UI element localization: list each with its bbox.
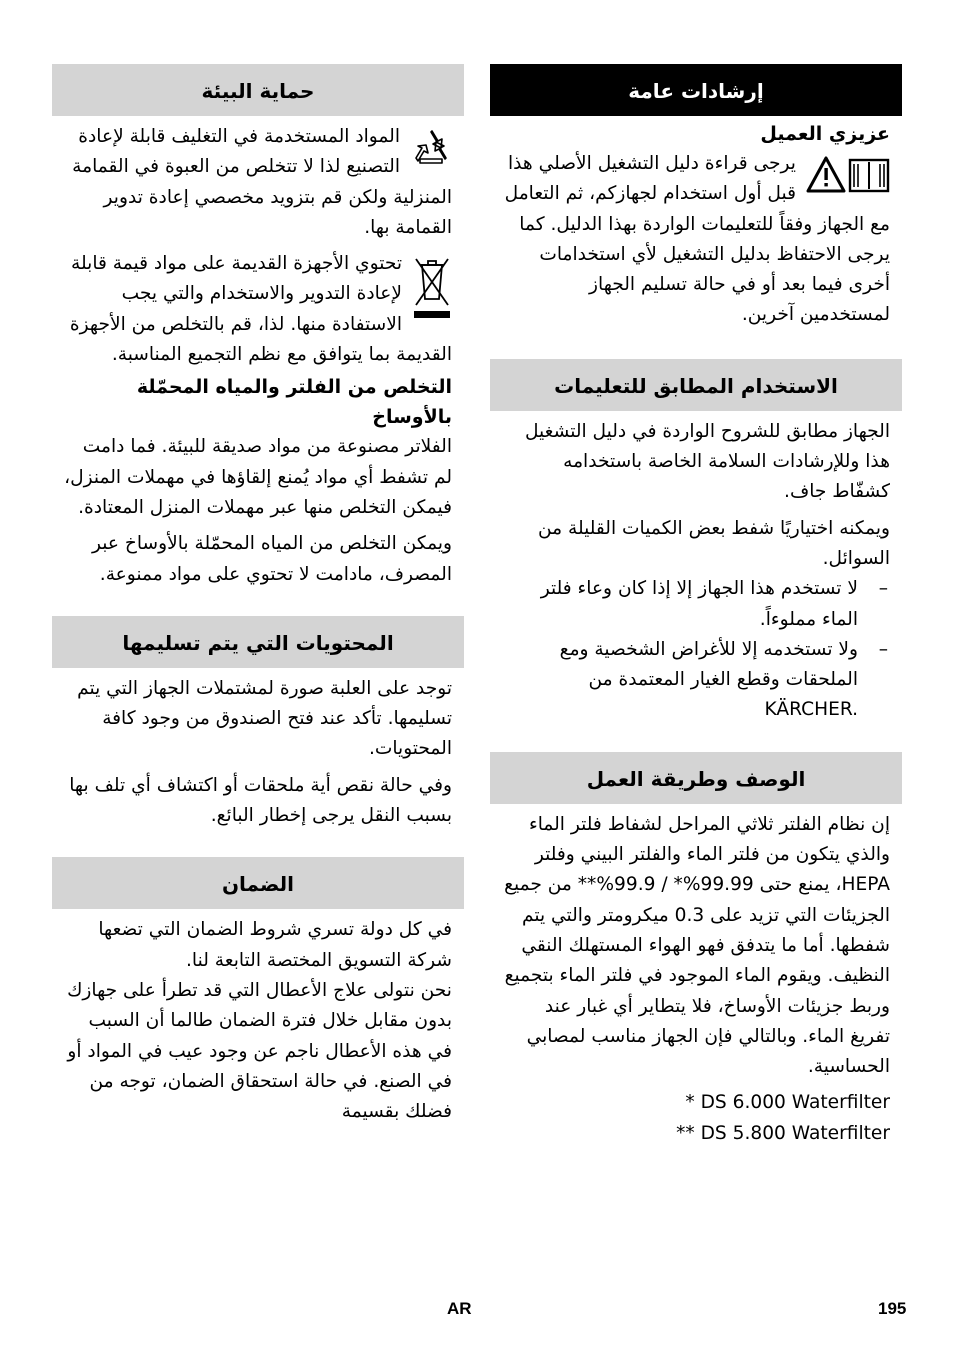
model-note-1: * DS 6.000 Waterfilter	[685, 1092, 890, 1114]
list-item: – ولا تستخدمه إلا للأغراض الشخصية ومع الملحقات وقطع الغيار المعتمدة من KÄRCHER.	[502, 635, 890, 726]
model-note-2: ** DS 5.800 Waterfilter	[676, 1122, 890, 1144]
warranty-p2: نحن نتولى علاج الأعطال التي قد تطرأ على جهازك بدون مقابل خلال فترة الضمان طالما أن السبب في هذه الأعطال ناجم عن وجود عيب في المواد أو في الصنع. في حالة استحقاق الضمان، توجه من فضلك بقسيمة	[67, 979, 452, 1123]
contents-header	[52, 616, 464, 668]
contents-p1: توجد على العلبة صورة لمشتملات الجهاز التي يتم تسليمها. تأكد عند فتح الصندوق من وجود كافة المحتويات.	[77, 677, 452, 760]
general-notes-title: إرشادات عامة	[628, 79, 764, 103]
general-notes-header	[490, 64, 902, 116]
contents-title: المحتويات التي يتم تسليمها	[122, 630, 394, 655]
environment-p1: المواد المستخدمة في التغليف قابلة لإعادة التصنيع لذا لا تتخلص من العبوة في القمامة المنزلية ولكن قم بتزويد مخصصي إعادة تدوير القمامة بها.	[72, 126, 452, 238]
recycle-icon	[410, 128, 452, 178]
description-header	[490, 752, 902, 804]
crossed-bin-icon	[412, 255, 452, 331]
description-body	[490, 804, 902, 1149]
warranty-body	[52, 909, 464, 1127]
warranty-title: الضمان	[221, 872, 295, 897]
environment-body	[52, 116, 464, 590]
proper-use-body	[490, 411, 902, 726]
warning-book-icon	[806, 155, 890, 205]
right-column	[490, 64, 902, 1149]
environment-p4: ويمكن التخلص من المياه المحمّلة بالأوساخ عبر المصرف، مادامت لا تحتوي على مواد ممنوعة.	[92, 533, 452, 585]
proper-use-p1: الجهاز مطابق للشروح الواردة في دليل التشغيل هذا وللإرشادات السلامة الخاصة باستخدامه كشفّاط جاف.	[524, 420, 890, 503]
packaging-paragraph	[64, 122, 452, 243]
contents-body	[52, 668, 464, 831]
environment-title: حماية البيئة	[201, 79, 315, 103]
description-title: الوصف وطريقة العمل	[586, 766, 806, 791]
proper-use-header	[490, 359, 902, 411]
proper-use-p2: ويمكنه اختياريًا شفط بعض الكميات القليلة من السوائل.	[537, 517, 890, 569]
footer-language: AR	[447, 1299, 472, 1318]
description-text: إن نظام الفلتر ثلاثي المراحل لشفاط فلتر الماء والذي يتكون من فلتر الماء والفلتر البيني وفلتر HEPA، يمنع حتى 99.99%* / 99.9%** من جميع الجزيئات التي تزيد على 0.3 ميكرومتر والتي يتم شفطها. أما ما يتدفق فهو الهواء المستهلك النقي النظيف. ويقوم الماء الموجود في فلتر الماء بتجميع وربط جزيئات الأوساخ، فلا يتطاير أي غبار عند تفريغ الماء. وبالتالي فإن الجهاز مناسب لمصابي الحساسية.	[504, 813, 890, 1078]
proper-use-title: الاستخدام المطابق للتعليمات	[554, 373, 838, 398]
list-item: – لا تستخدم هذا الجهاز إلا إذا كان وعاء فلتر الماء مملوءاً.	[540, 578, 888, 630]
general-notes-text: يرجى قراءة دليل التشغيل الأصلي هذا قبل أول استخدام لجهازكم، ثم التعامل مع الجهاز وفقاً للتعليمات الواردة بهذا الدليل. كما يرجى الاحتفاظ بدليل التشغيل لأي استخدامات أخرى فيما بعد أو في حالة تسليم الجهاز لمستخدمين آخرين.	[504, 153, 890, 326]
warranty-header	[52, 857, 464, 909]
environment-header	[52, 64, 464, 116]
brand-name: KÄRCHER.	[764, 699, 858, 721]
filter-disposal-subhead: التخلص من الفلتر والمياه المحمّلة بالأوساخ	[136, 376, 452, 429]
proper-use-list	[502, 574, 890, 725]
read-manual-paragraph	[502, 149, 890, 331]
environment-p2: تحتوي الأجهزة القديمة على مواد قيمة قابلة لإعادة التدوير والاستخدام والتي يجب الاستفادة منها. لذا، قم بالتخلص من الأجهزة القديمة بما يتوافق مع نظم التجميع المناسبة.	[69, 253, 452, 366]
warranty-p1: في كل دولة تسري شروط الضمان التي تضعها شركة التسويق المختصة التابعة لنا.	[98, 919, 452, 971]
environment-p3: الفلاتر مصنوعة من مواد صديقة للبيئة. فما دامت لم تشفط أي مواد يُمنع إلقاؤها في مهملات المنزل، فيمكن التخلص منها عبر مهملات المنزل المعتادة.	[64, 436, 452, 518]
left-column	[52, 64, 464, 1127]
dear-customer: عزيزي العميل	[760, 123, 890, 145]
page-number: 195	[878, 1299, 907, 1318]
general-notes-body	[490, 119, 902, 331]
contents-p2: وفي حالة نقص أية ملحقات أو اكتشاف أي تلف بها بسبب النقل يرجى إخطار البائع.	[69, 774, 452, 827]
old-appliances-paragraph	[64, 249, 452, 370]
